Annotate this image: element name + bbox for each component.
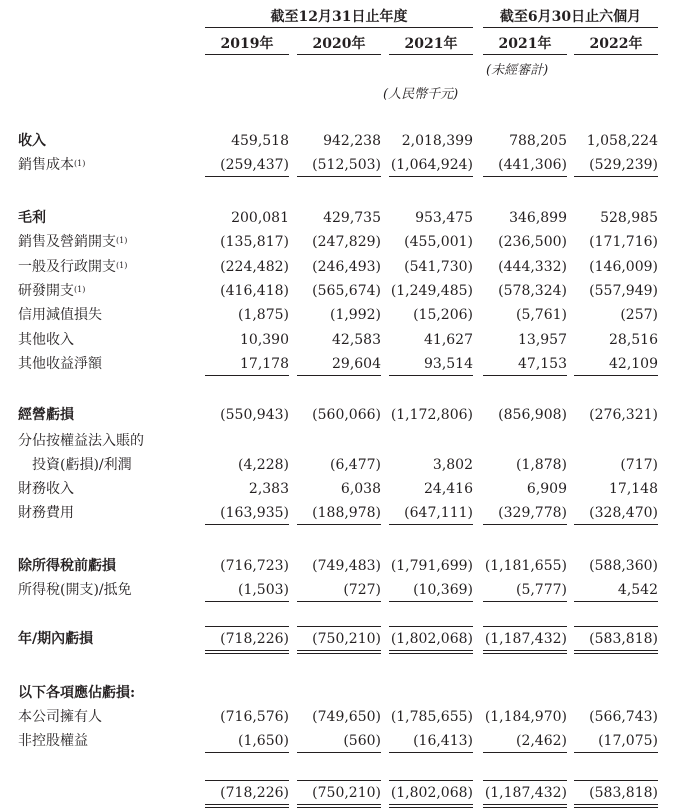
row-label-text: 年/期內虧損 xyxy=(18,631,94,647)
table-cell: (550,943) xyxy=(220,407,289,423)
row-label-text: 所得稅(開支)/抵免 xyxy=(18,582,132,598)
header-group-interim: 截至6月30日止六個月 xyxy=(499,9,642,25)
table-cell: (717) xyxy=(620,457,658,473)
double-rule xyxy=(483,807,567,808)
table-cell: 459,518 xyxy=(231,133,289,149)
year-header-2021-interim: 2021年 xyxy=(498,36,552,52)
unit-note: (人民幣千元) xyxy=(383,87,459,102)
row-label xyxy=(18,683,135,703)
table-cell: (578,324) xyxy=(498,283,567,299)
table-cell: (1,802,068) xyxy=(390,785,473,801)
total-top-rule xyxy=(483,626,567,627)
table-cell: (1,785,655) xyxy=(390,709,473,725)
table-cell: (1,187,432) xyxy=(484,785,567,801)
subtotal-rule xyxy=(483,375,567,376)
header-group-annual: 截至12月31日止年度 xyxy=(270,9,408,25)
subtotal-rule xyxy=(205,650,289,651)
subtotal-rule xyxy=(483,524,567,525)
subtotal-rule xyxy=(483,176,567,177)
subtotal-rule xyxy=(297,176,381,177)
table-cell: (15,206) xyxy=(413,307,473,323)
subtotal-rule xyxy=(297,524,381,525)
subtotal-rule xyxy=(297,601,381,602)
footnote-marker: (1) xyxy=(116,261,128,270)
row-label xyxy=(18,580,132,600)
table-cell: (5,761) xyxy=(515,307,567,323)
year-rule-2021-interim xyxy=(483,54,567,55)
double-rule xyxy=(205,653,289,654)
table-cell: (750,210) xyxy=(312,785,381,801)
table-cell: 2,383 xyxy=(248,481,289,497)
table-cell: (1,503) xyxy=(237,582,289,598)
subtotal-rule xyxy=(297,650,381,651)
table-cell: (560,066) xyxy=(312,407,381,423)
table-cell: (329,778) xyxy=(498,505,567,521)
row-label xyxy=(18,479,74,499)
subtotal-rule xyxy=(205,176,289,177)
table-cell: (647,111) xyxy=(404,505,473,521)
double-rule xyxy=(205,807,289,808)
subtotal-rule xyxy=(389,524,473,525)
table-cell: 42,583 xyxy=(332,332,381,348)
row-label xyxy=(18,155,85,175)
subtotal-rule xyxy=(389,804,473,805)
double-rule xyxy=(574,653,658,654)
table-cell: (727) xyxy=(343,582,381,598)
table-cell: (328,470) xyxy=(589,505,658,521)
row-label xyxy=(18,354,102,374)
row-label-text: 財務費用 xyxy=(18,505,74,521)
table-cell: (565,674) xyxy=(312,283,381,299)
subtotal-rule xyxy=(389,752,473,753)
table-cell: (163,935) xyxy=(220,505,289,521)
table-cell: (716,723) xyxy=(220,558,289,574)
row-label-text: 收入 xyxy=(18,133,46,149)
table-cell: 942,238 xyxy=(323,133,381,149)
row-label xyxy=(18,232,127,252)
table-cell: 28,516 xyxy=(609,332,658,348)
year-header-2022-interim: 2022年 xyxy=(589,36,643,52)
table-cell: 13,957 xyxy=(518,332,567,348)
subtotal-rule xyxy=(205,375,289,376)
table-cell: (1,249,485) xyxy=(390,283,473,299)
table-cell: (1,172,806) xyxy=(390,407,473,423)
row-label xyxy=(18,131,46,151)
table-cell: (1,184,970) xyxy=(484,709,567,725)
year-rule-2019 xyxy=(205,54,289,55)
row-label xyxy=(18,707,102,727)
table-cell: (246,493) xyxy=(312,259,381,275)
table-cell: (16,413) xyxy=(413,733,473,749)
subtotal-rule xyxy=(297,804,381,805)
table-cell: 200,081 xyxy=(231,210,289,226)
table-cell: (259,437) xyxy=(220,157,289,173)
table-cell: 93,514 xyxy=(424,356,473,372)
total-top-rule xyxy=(483,780,567,781)
table-cell: 41,627 xyxy=(424,332,473,348)
row-label xyxy=(18,330,74,350)
table-cell: 528,985 xyxy=(600,210,658,226)
table-cell: 1,058,224 xyxy=(586,133,658,149)
table-cell: (247,829) xyxy=(312,234,381,250)
double-rule xyxy=(297,653,381,654)
row-label xyxy=(18,208,46,228)
row-label xyxy=(18,405,74,425)
subtotal-rule xyxy=(205,524,289,525)
table-cell: (1,064,924) xyxy=(390,157,473,173)
unaudited-note: (未經審計) xyxy=(486,63,549,78)
table-cell: 29,604 xyxy=(332,356,381,372)
total-top-rule xyxy=(389,626,473,627)
year-header-2021: 2021年 xyxy=(404,36,458,52)
year-rule-2022-interim xyxy=(574,54,658,55)
subtotal-rule xyxy=(574,601,658,602)
table-cell: 429,735 xyxy=(323,210,381,226)
row-label-text: 銷售成本 xyxy=(18,157,74,173)
table-cell: (718,226) xyxy=(220,631,289,647)
table-cell: (588,360) xyxy=(589,558,658,574)
table-cell: (583,818) xyxy=(589,785,658,801)
total-top-rule xyxy=(389,780,473,781)
table-cell: 17,148 xyxy=(609,481,658,497)
subtotal-rule xyxy=(574,650,658,651)
row-label-text: 除所得稅前虧損 xyxy=(18,558,116,574)
row-label-text: 財務收入 xyxy=(18,481,74,497)
row-label-text: 研發開支 xyxy=(18,283,74,299)
table-cell: (188,978) xyxy=(312,505,381,521)
table-cell: (441,306) xyxy=(498,157,567,173)
double-rule xyxy=(483,653,567,654)
row-label-text: 非控股權益 xyxy=(18,733,88,749)
row-label xyxy=(18,629,93,649)
table-cell: 346,899 xyxy=(509,210,567,226)
table-cell: (716,576) xyxy=(220,709,289,725)
row-label-text: 毛利 xyxy=(18,210,46,226)
table-cell: (455,001) xyxy=(404,234,473,250)
header-group-annual-rule xyxy=(205,27,473,28)
table-cell: (224,482) xyxy=(220,259,289,275)
subtotal-rule xyxy=(574,804,658,805)
row-label-text: 分佔按權益法入賬的 xyxy=(18,433,144,449)
subtotal-rule xyxy=(297,375,381,376)
table-cell: 6,038 xyxy=(340,481,381,497)
subtotal-rule xyxy=(297,752,381,753)
subtotal-rule xyxy=(205,752,289,753)
subtotal-rule xyxy=(574,752,658,753)
table-cell: (10,369) xyxy=(413,582,473,598)
table-cell: 10,390 xyxy=(240,332,289,348)
subtotal-rule xyxy=(389,601,473,602)
table-cell: (17,075) xyxy=(598,733,658,749)
subtotal-rule xyxy=(205,601,289,602)
row-label-text: 本公司擁有人 xyxy=(18,709,102,725)
table-cell: (171,716) xyxy=(589,234,658,250)
total-top-rule xyxy=(574,626,658,627)
table-cell: (1,992) xyxy=(329,307,381,323)
row-label xyxy=(18,305,102,325)
table-cell: 4,542 xyxy=(617,582,658,598)
table-cell: (512,503) xyxy=(312,157,381,173)
row-label-text: 其他收入 xyxy=(18,332,74,348)
table-cell: (1,791,699) xyxy=(390,558,473,574)
table-cell: 24,416 xyxy=(424,481,473,497)
row-label xyxy=(18,503,74,523)
table-cell: (1,875) xyxy=(237,307,289,323)
subtotal-rule xyxy=(483,752,567,753)
subtotal-rule xyxy=(574,375,658,376)
row-label xyxy=(18,281,85,301)
table-cell: (560) xyxy=(343,733,381,749)
table-cell: (1,878) xyxy=(515,457,567,473)
header-group-interim-rule xyxy=(483,27,658,28)
table-cell: (718,226) xyxy=(220,785,289,801)
table-cell: 42,109 xyxy=(609,356,658,372)
double-rule xyxy=(389,653,473,654)
subtotal-rule xyxy=(483,601,567,602)
table-cell: (541,730) xyxy=(404,259,473,275)
table-cell: (749,650) xyxy=(312,709,381,725)
subtotal-rule xyxy=(389,375,473,376)
year-header-2020: 2020年 xyxy=(312,36,366,52)
table-cell: (1,650) xyxy=(237,733,289,749)
total-top-rule xyxy=(297,780,381,781)
table-cell: 6,909 xyxy=(526,481,567,497)
table-cell: (236,500) xyxy=(498,234,567,250)
row-label-text: 投資(虧損)/利潤 xyxy=(32,457,132,473)
table-cell: (566,743) xyxy=(589,709,658,725)
subtotal-rule xyxy=(574,524,658,525)
table-cell: (1,181,655) xyxy=(484,558,567,574)
row-label-text: 信用減值損失 xyxy=(18,307,102,323)
table-cell: (529,239) xyxy=(589,157,658,173)
subtotal-rule xyxy=(483,650,567,651)
footnote-marker: (1) xyxy=(74,159,86,168)
table-cell: (1,802,068) xyxy=(390,631,473,647)
total-top-rule xyxy=(297,626,381,627)
table-cell: (750,210) xyxy=(312,631,381,647)
subtotal-rule xyxy=(574,176,658,177)
row-label xyxy=(18,257,127,277)
subtotal-rule xyxy=(389,650,473,651)
table-cell: 47,153 xyxy=(518,356,567,372)
year-rule-2021 xyxy=(389,54,473,55)
table-cell: (6,477) xyxy=(329,457,381,473)
total-top-rule xyxy=(574,780,658,781)
table-cell: 3,802 xyxy=(432,457,473,473)
row-label-text: 銷售及營銷開支 xyxy=(18,234,116,250)
row-label-text: 一般及行政開支 xyxy=(18,259,116,275)
subtotal-rule xyxy=(483,804,567,805)
total-top-rule xyxy=(205,626,289,627)
footnote-marker: (1) xyxy=(74,285,86,294)
footnote-marker: (1) xyxy=(116,236,128,245)
year-header-2019: 2019年 xyxy=(220,36,274,52)
row-label xyxy=(18,731,88,751)
double-rule xyxy=(574,807,658,808)
table-cell: (416,418) xyxy=(220,283,289,299)
double-rule xyxy=(389,807,473,808)
year-rule-2020 xyxy=(297,54,381,55)
row-label-text: 經營虧損 xyxy=(18,407,74,423)
double-rule xyxy=(297,807,381,808)
table-cell: (856,908) xyxy=(498,407,567,423)
row-label xyxy=(18,431,144,451)
table-cell: (749,483) xyxy=(312,558,381,574)
table-cell: 953,475 xyxy=(415,210,473,226)
table-cell: (276,321) xyxy=(589,407,658,423)
table-cell: (5,777) xyxy=(515,582,567,598)
table-cell: (444,332) xyxy=(498,259,567,275)
subtotal-rule xyxy=(389,176,473,177)
row-label xyxy=(18,556,116,576)
row-label-text: 以下各項應佔虧損: xyxy=(18,685,136,701)
table-cell: (4,228) xyxy=(237,457,289,473)
table-cell: (146,009) xyxy=(589,259,658,275)
table-cell: (257) xyxy=(620,307,658,323)
total-top-rule xyxy=(205,780,289,781)
table-cell: 2,018,399 xyxy=(401,133,473,149)
table-cell: (1,187,432) xyxy=(484,631,567,647)
row-label xyxy=(32,455,132,475)
table-cell: (2,462) xyxy=(515,733,567,749)
table-cell: (583,818) xyxy=(589,631,658,647)
table-cell: (135,817) xyxy=(220,234,289,250)
table-cell: (557,949) xyxy=(589,283,658,299)
table-cell: 17,178 xyxy=(240,356,289,372)
table-cell: 788,205 xyxy=(509,133,567,149)
subtotal-rule xyxy=(205,804,289,805)
row-label-text: 其他收益淨額 xyxy=(18,356,102,372)
